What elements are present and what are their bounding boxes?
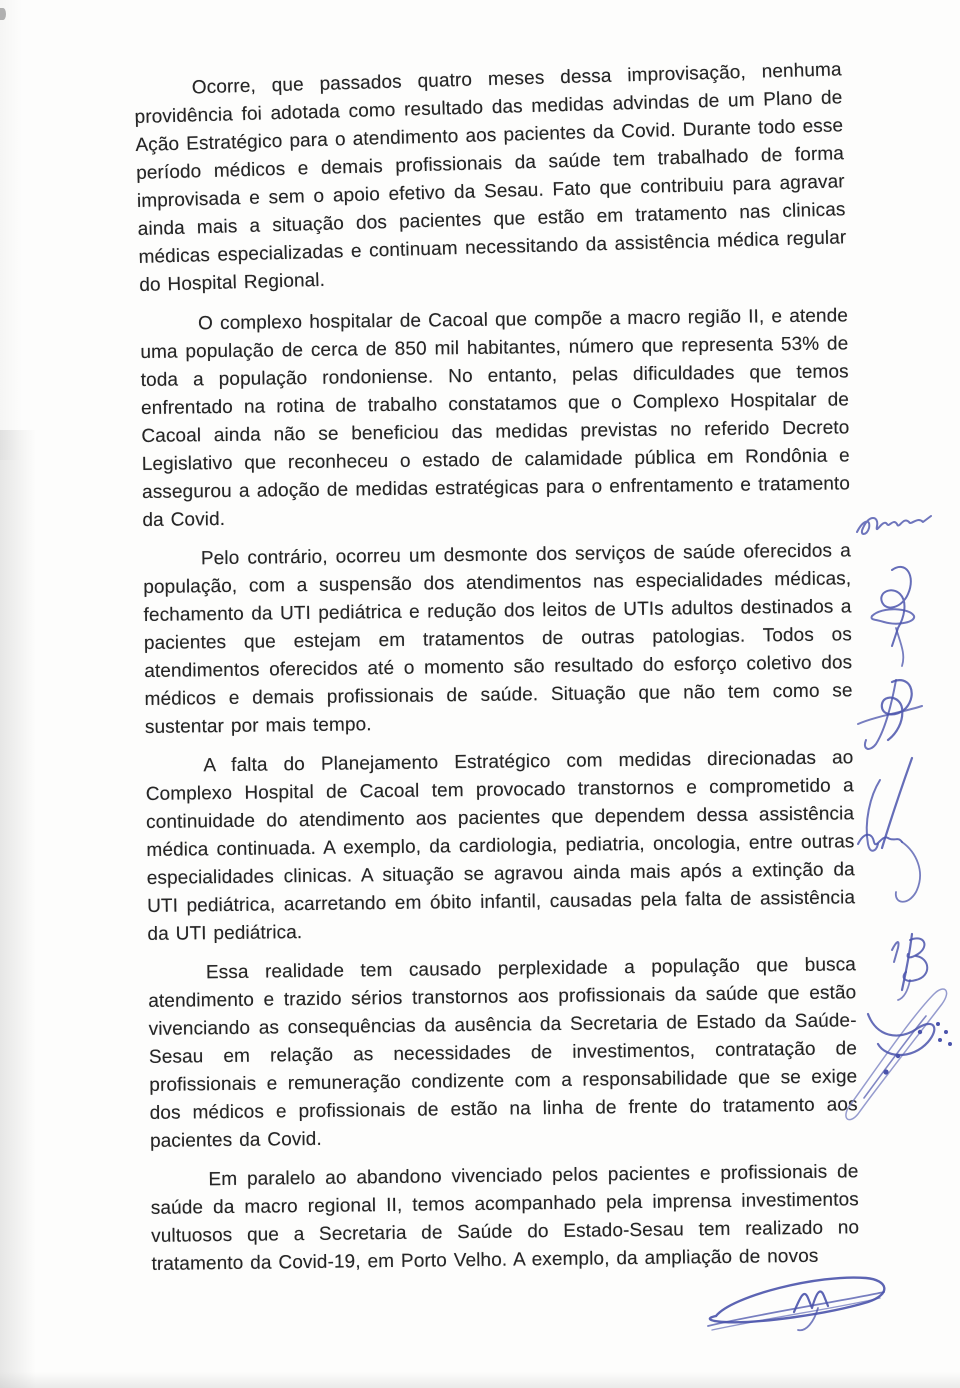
scan-edge-shadow: [0, 0, 22, 460]
paragraph-1: Ocorre, que passados quatro meses dessa improvisação, nenhuma providência foi adotada como resultado das medidas advindas de um Plano de Ação Estratégico para o atendimento aos pacientes da Covid. Durante todo esse período médicos e demais profissionais da saúde tem trabalhado de forma improvisada e sem o apoio efetivo da Sesau. Fato que contribuiu para agravar ainda mais a situação dos pacientes que estão em tratamento nas clinicas médicas especializadas e continuam necessitando da assistência médica regular do Hospital Regional.: [134, 59, 847, 296]
document-body: [134, 59, 860, 1290]
paragraph-3: Pelo contrário, ocorreu um desmonte dos serviços de saúde oferecidos a população, com a suspensão dos atendimentos nas especialidades médicas, fechamento da UTI pediátrica e redução dos leitos de UTIs adultos destinados a pacientes que estejam em tratamentos de outras patologias. Todos os atendimentos oferecidos até o momento são resultado do esforço coletivo dos médicos e demais profissionais de saúde. Situação que não tem como se sustentar por mais tempo.: [143, 540, 853, 738]
paragraph-2: O complexo hospitalar de Cacoal que compõe a macro região II, e atende uma população de cerca de 850 mil habitantes, número que representa 53% de toda a população rondoniense. No entanto, pelas dificuldades que temos enfrentado na rotina de trabalho constatamos que o Complexo Hospitalar de Cacoal ainda não se beneficiou das medidas previstas no referido Decreto Legislativo que reconheceu o estado de calamidade pública em Rondônia e assegurou a adoção de medidas estratégicas para o enfrentamento e tratamento da Covid.: [140, 305, 851, 531]
scan-edge-shadow: [0, 430, 36, 1388]
scan-edge-shadow: [0, 1372, 960, 1388]
handwritten-initials-icon: [852, 672, 928, 760]
handwritten-initials-icon: [862, 558, 924, 673]
handwritten-initials-icon: [882, 928, 936, 1006]
scan-speck: [0, 8, 6, 20]
handwritten-initials-icon: [846, 752, 938, 914]
handwritten-initials-icon: [853, 506, 937, 548]
paragraph-6: Em paralelo ao abandono vivenciado pelos pacientes e profissionais de saúde da macro regional II, temos acompanhado pela imprensa investimentos vultuosos que a Secretaria de Saúde do Estado-Sesau tem realizado no tratamento da Covid-19, em Porto Velho. A exemplo, da ampliação de novos: [150, 1161, 860, 1275]
paragraph-4: A falta do Planejamento Estratégico com medidas direcionadas ao Complexo Hospital de Cacoal tem provocado transtornos e comprometido a continuidade do atendimento aos pacientes que dependem dessa assistência médica continuada. A exemplo, da cardiologia, pediatria, oncologia, entre outras especialidades clinicas. A situação se agravou ainda mais após a extinção da UTI pediátrica, acarretando em óbito infantil, causadas pela falta de assistência da UTI pediátrica.: [145, 747, 856, 945]
paragraph-5: Essa realidade tem causado perplexidade a população que busca atendimento e trazido sérios transtornos aos profissionais da saúde que estão vivenciando as consequências da ausência da Secretaria de Estado da Saúde-Sesau em relação as necessidades de investimentos, contratação de profissionais e remuneração condizente com a responsabilidade que se exige dos médicos e profissionais de estão na linha de frente do tratamento aos pacientes da Covid.: [148, 954, 858, 1152]
